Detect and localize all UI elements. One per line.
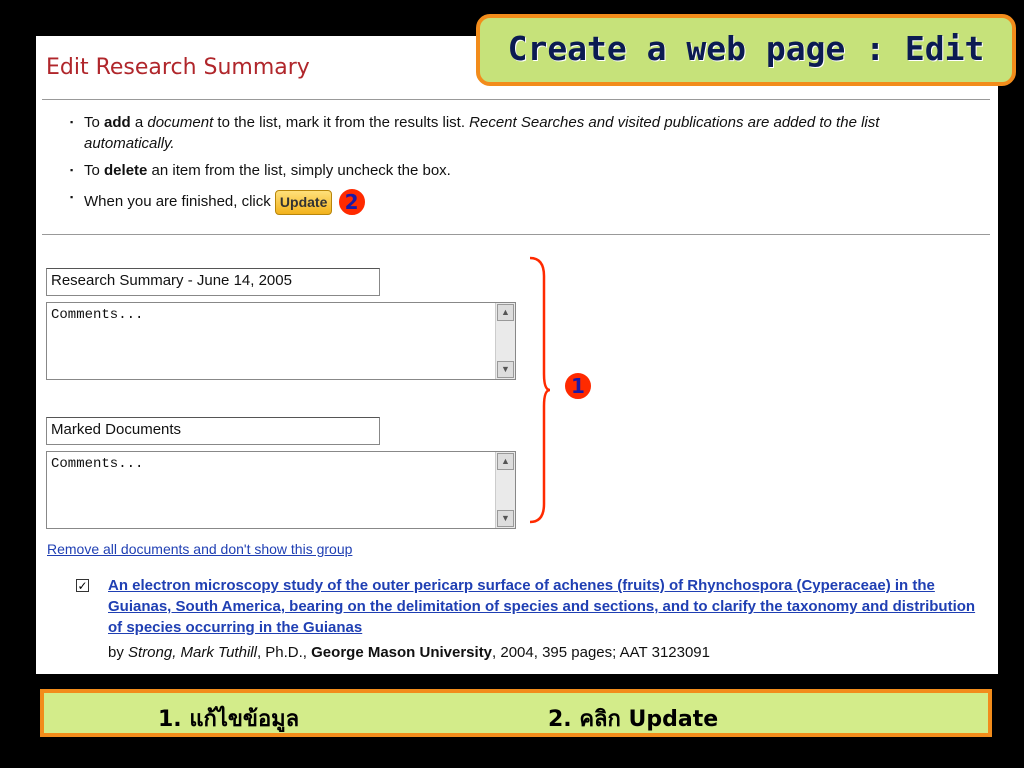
group-name-field-marked-documents[interactable]: Marked Documents xyxy=(46,417,380,445)
page-title: Edit Research Summary xyxy=(46,55,310,80)
group-name-field-research-summary[interactable]: Research Summary - June 14, 2005 xyxy=(46,268,380,296)
annotation-2-marker: 2 xyxy=(337,187,367,217)
browser-screen xyxy=(36,36,998,674)
slide-title: Create a web page : Edit xyxy=(476,14,1016,86)
divider-top xyxy=(42,99,990,100)
instruction-add: ▪ To add a document to the list, mark it from the results list. Recent Searches and visited publications are added to the list automatically. xyxy=(70,112,950,154)
step-2-label: 2. คลิก Update xyxy=(548,707,719,732)
update-button[interactable]: Update xyxy=(275,190,332,215)
comments-placeholder: Comments... xyxy=(51,456,144,472)
remove-group-link[interactable]: Remove all documents and don't show this group xyxy=(47,541,353,557)
comments-placeholder: Comments... xyxy=(51,307,144,323)
document-checkbox[interactable]: ✓ xyxy=(77,579,88,593)
scroll-down-icon[interactable]: ▼ xyxy=(497,510,514,527)
scrollbar[interactable] xyxy=(495,452,515,528)
scroll-up-icon[interactable]: ▲ xyxy=(497,304,514,321)
divider-middle xyxy=(42,234,990,235)
document-meta: by Strong, Mark Tuthill, Ph.D., George Mason University, 2004, 395 pages; AAT 3123091 xyxy=(108,644,710,661)
instructions-list xyxy=(70,112,950,223)
scroll-down-icon[interactable]: ▼ xyxy=(497,361,514,378)
instruction-finish: ▪ When you are finished, click Update 2 xyxy=(70,187,950,217)
steps-bar xyxy=(40,689,992,737)
document-title-link[interactable]: An electron microscopy study of the outer pericarp surface of achenes (fruits) of Rhynchospora (Cyperaceae) in the Guianas, South America, bearing on the delimitation of species and sections, and to clarify the taxonomy and distribution of species occurring in the Guianas xyxy=(108,577,976,636)
brace-annotation xyxy=(528,256,552,524)
comments-textarea-research-summary[interactable] xyxy=(46,302,516,380)
document-author: Strong, Mark Tuthill xyxy=(128,644,257,661)
comments-textarea-marked-documents[interactable] xyxy=(46,451,516,529)
scrollbar[interactable] xyxy=(495,303,515,379)
scroll-up-icon[interactable]: ▲ xyxy=(497,453,514,470)
step-1-label: 1. แก้ไขข้อมูล xyxy=(158,707,300,732)
document-university: George Mason University xyxy=(311,644,493,661)
annotation-1-marker: 1 xyxy=(563,371,593,401)
instruction-delete: ▪ To delete an item from the list, simply uncheck the box. xyxy=(70,160,950,181)
